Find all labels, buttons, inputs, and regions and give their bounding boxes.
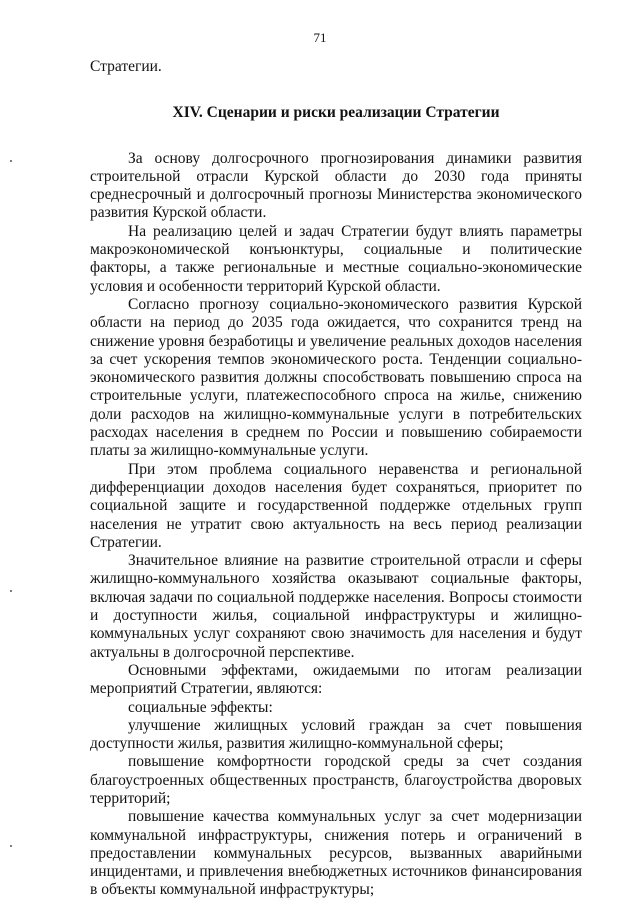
page-number: 71 [313,30,327,45]
section-heading: XIV. Сценарии и риски реализации Стратегии [172,104,500,122]
scan-speck [10,845,12,847]
paragraph: На реализацию целей и задач Стратегии будут влиять параметры макроэкономической конъюнктуры, социальные и политические факторы, а также региональные и местные социально-экономические условия и особенности территорий Курской области. [90,222,582,295]
effects-label: социальные эффекты: [128,698,273,716]
paragraph: За основу долгосрочного прогнозирования динамики развития строительной отрасли Курской области до 2030 года приняты среднесрочный и долгосрочный прогнозы Министерства экономического развития Курской области. [90,149,582,222]
page-body [90,58,582,900]
paragraph: При этом проблема социального неравенства и региональной дифференциации доходов населения будет сохраняться, приоритет по социальной защите и государственной поддержке отдельных групп населения не утратит свою актуальность на весь период реализации Стратегии. [90,460,582,551]
scan-speck [10,160,12,162]
scan-speck [10,590,12,592]
effect-item: повышение качества коммунальных услуг за счет модернизации коммунальной инфраструктуры, снижения потерь и ограничений в предоставлении коммунальных ресурсов, вызванных аварийными инцидентами, и привлечения внебюджетных источников финансирования в объекты коммунальной инфраструктуры; [90,808,582,899]
paragraph: Основными эффектами, ожидаемыми по итогам реализации мероприятий Стратегии, являются: [90,661,582,698]
paragraph: Значительное влияние на развитие строительной отрасли и сферы жилищно-коммунального хозяйства оказывают социальные факторы, включая задачи по социальной поддержке населения. Вопросы стоимости и доступности жилья, социальной инфраструктуры и жилищно-коммунальных услуг сохраняют свою значимость для населения и будут актуальны в долгосрочной перспективе. [90,552,582,661]
effect-item: повышение комфортности городской среды за счет создания благоустроенных общественных пространств, благоустройства дворовых территорий; [90,753,582,807]
lead-text: Стратегии. [90,58,162,75]
paragraph: Согласно прогнозу социально-экономического развития Курской области на период до 2035 года ожидается, что сохранится тренд на снижение уровня безработицы и увеличение реальных доходов населения за счет ускорения темпов экономического роста. Тенденции социально-экономического развития должны способствовать повышению спроса на строительные услуги, платежеспособного спроса на жилье, снижению доли расходов на жилищно-коммунальные услуги в потребительских расходах населения в среднем по России и повышению собираемости платы за жилищно-коммунальные услуги. [90,295,582,460]
effect-item: улучшение жилищных условий граждан за счет повышения доступности жилья, развития жилищно-коммунальной сферы; [90,716,582,753]
